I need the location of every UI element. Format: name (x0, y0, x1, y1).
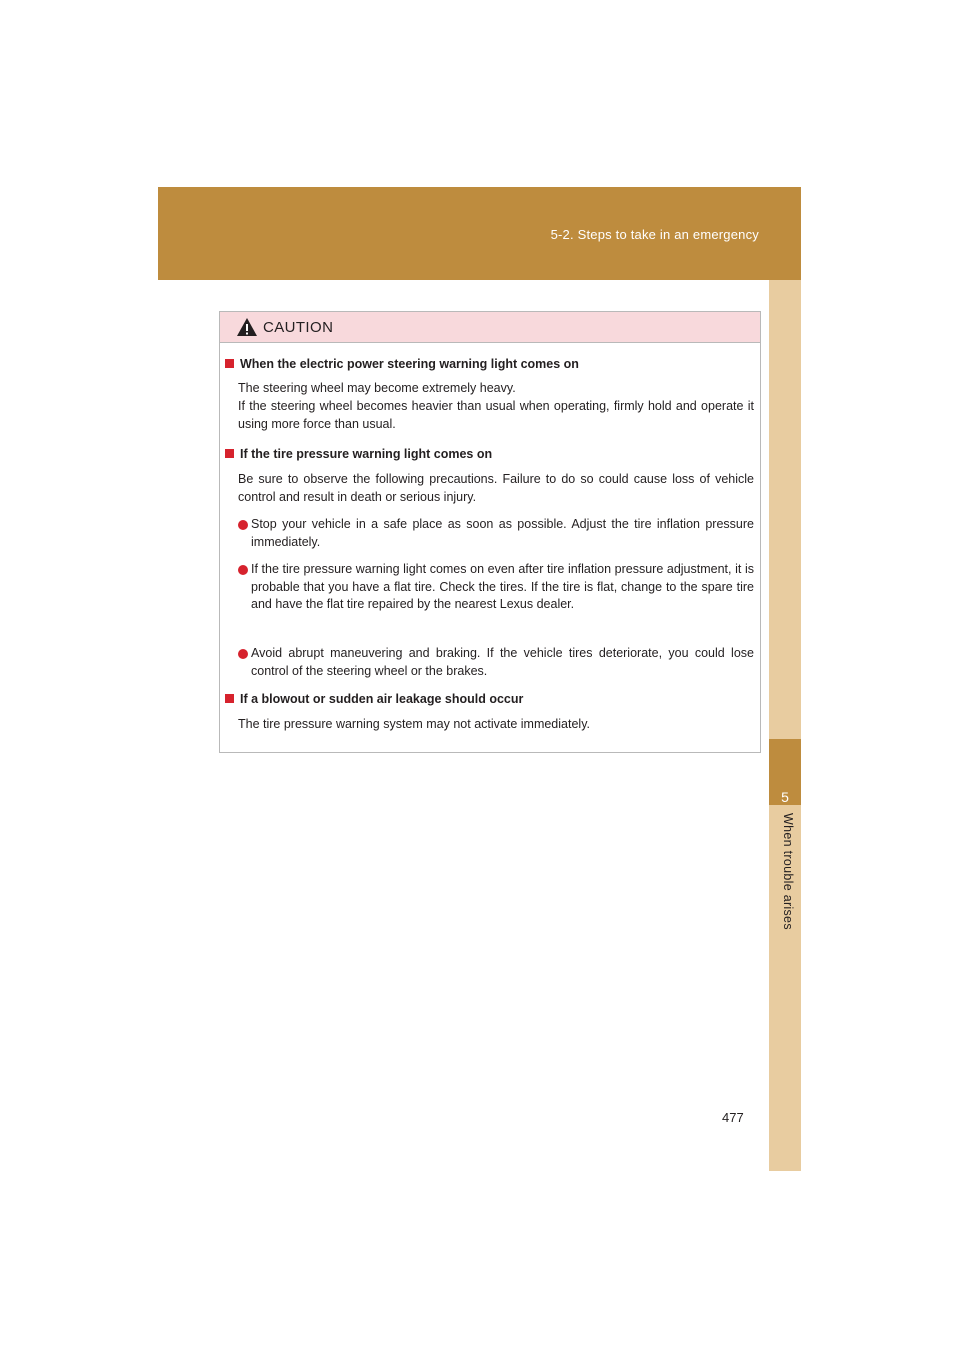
bullet-item (238, 516, 754, 551)
paragraph: The steering wheel may become extremely heavy. (238, 381, 516, 395)
red-square-icon (225, 359, 234, 368)
bullet-item (238, 561, 754, 614)
side-tab (769, 280, 801, 1171)
paragraph: Be sure to observe the following precautions. Failure to do so could cause loss of vehicle control and result in death or serious injury. (238, 472, 754, 504)
bullet-text: If the tire pressure warning light comes on even after tire inflation pressure adjustment, it is probable that you have a flat tire. Check the tires. If the tire is flat, change to the spare tire and have the flat tire repaired by the nearest Lexus dealer. (251, 562, 754, 611)
section-heading-text: When the electric power steering warning light comes on (240, 357, 579, 371)
caution-header (220, 312, 760, 343)
section-heading (225, 446, 492, 462)
bullet-text: Avoid abrupt maneuvering and braking. If the vehicle tires deteriorate, you could lose control of the steering wheel or the brakes. (251, 646, 754, 678)
red-bullet-icon (238, 565, 248, 575)
red-bullet-icon (238, 649, 248, 659)
caution-box (219, 311, 761, 753)
chapter-title: When trouble arises (781, 813, 795, 930)
caution-label: CAUTION (263, 319, 334, 336)
section-heading-text: If a blowout or sudden air leakage should occur (240, 692, 524, 706)
section-title: 5-2. Steps to take in an emergency (550, 227, 759, 242)
page-number: 477 (722, 1110, 744, 1125)
bullet-item (238, 645, 754, 680)
red-bullet-icon (238, 520, 248, 530)
section-heading (225, 691, 523, 707)
red-square-icon (225, 449, 234, 458)
bullet-text: Stop your vehicle in a safe place as soon as possible. Adjust the tire inflation pressure immediately. (251, 517, 754, 549)
header-band (158, 187, 801, 280)
red-square-icon (225, 694, 234, 703)
section-heading (225, 356, 579, 372)
paragraph: The tire pressure warning system may not activate immediately. (238, 717, 590, 731)
chapter-number: 5 (781, 789, 789, 805)
chapter-tab[interactable] (769, 739, 801, 805)
section-heading-text: If the tire pressure warning light comes on (240, 447, 493, 461)
paragraph: If the steering wheel becomes heavier than usual when operating, firmly hold and operate it using more force than usual. (238, 399, 754, 431)
warning-triangle-icon (236, 317, 258, 337)
